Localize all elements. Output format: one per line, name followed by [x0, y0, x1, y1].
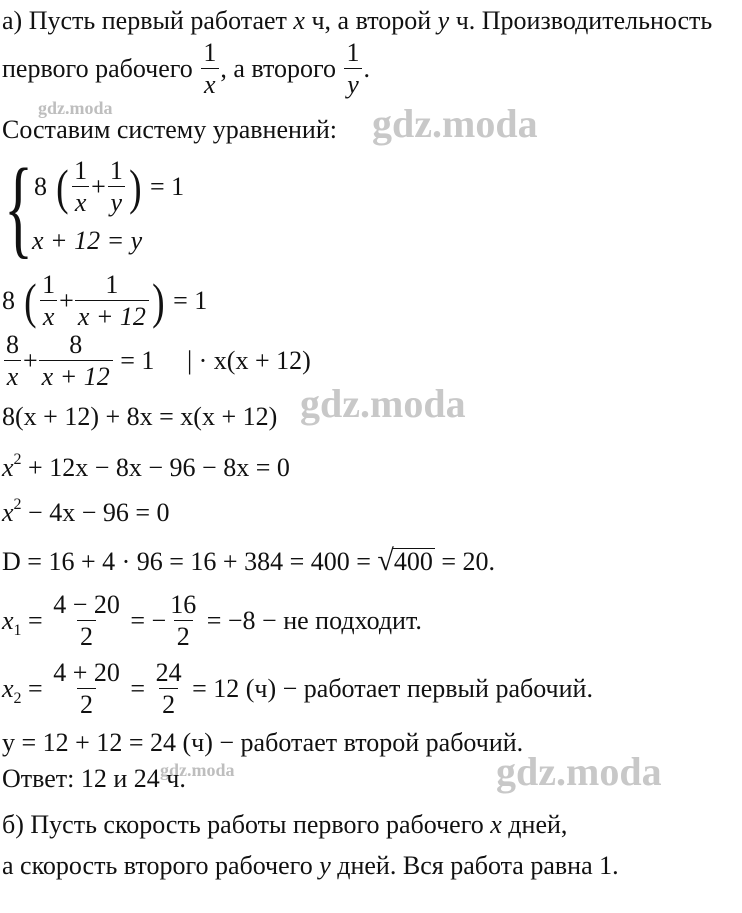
equation-4 — [2, 452, 290, 481]
numerator: 1 — [105, 270, 119, 299]
watermark-large: gdz.moda — [372, 101, 538, 146]
numerator: 8 — [69, 330, 83, 359]
text: + 12x − 8x − 96 − 8x = 0 — [28, 453, 290, 482]
radicand: 400 — [393, 547, 433, 576]
equals: = — [28, 606, 43, 635]
var-y: y — [319, 851, 331, 880]
denominator: x — [72, 186, 90, 216]
brace-icon: { — [4, 146, 34, 268]
system-intro: Составим систему уравнений: — [2, 115, 337, 144]
fraction — [50, 660, 123, 718]
text: = − — [130, 606, 167, 635]
paren-open-icon: ( — [23, 273, 37, 329]
root-2-line — [2, 660, 593, 718]
text: дней, — [508, 810, 568, 839]
numerator: 24 — [155, 658, 182, 687]
denominator: x + 12 — [75, 300, 149, 330]
text: , а второго — [220, 54, 337, 83]
answer-line: Ответ: 12 и 24 ч. — [2, 764, 186, 793]
plus: + — [23, 346, 38, 375]
plus: + — [59, 286, 74, 315]
fraction — [39, 332, 113, 390]
equation-system — [2, 146, 302, 268]
denominator: 2 — [77, 620, 96, 650]
numerator: 1 — [42, 270, 56, 299]
fraction-1-over-y — [344, 40, 363, 98]
fraction — [75, 272, 149, 330]
paren-close-icon: ) — [152, 273, 165, 329]
numerator: 4 + 20 — [53, 658, 120, 687]
coef: 8 — [2, 286, 15, 315]
denominator: y — [344, 68, 362, 98]
denominator: x — [40, 300, 58, 330]
fraction-1-over-x — [200, 40, 219, 98]
watermark-large: gdz.moda — [300, 381, 466, 426]
watermark-small: gdz.moda — [38, 98, 113, 118]
text: первого рабочего — [2, 54, 193, 83]
fraction — [107, 158, 126, 216]
exponent: 2 — [13, 496, 22, 513]
numerator: 16 — [170, 590, 197, 619]
watermark-large: gdz.moda — [496, 749, 662, 794]
denominator: x — [201, 68, 219, 98]
text: = 12 (ч) − работает первый рабочий. — [192, 674, 593, 703]
text: ч. Производительность — [455, 6, 713, 35]
equation-1 — [2, 272, 207, 330]
equation-5 — [2, 497, 170, 526]
text: ч, а второй — [311, 6, 432, 35]
root-1-line — [2, 592, 422, 650]
text: . — [363, 54, 371, 83]
numerator: 1 — [346, 38, 360, 67]
part-a-intro-line — [2, 8, 712, 34]
fraction — [167, 592, 199, 650]
text: б) Пусть скорость работы первого рабочего — [2, 810, 484, 839]
text: − 4x − 96 = 0 — [28, 498, 170, 527]
fraction — [50, 592, 123, 650]
denominator: y — [108, 186, 126, 216]
equals: = — [130, 674, 146, 703]
var-x: x — [293, 6, 305, 35]
part-b-line-2 — [2, 853, 619, 879]
var-y: y — [437, 6, 450, 35]
var-x: x — [490, 810, 502, 839]
denominator: x — [4, 360, 22, 390]
numerator: 1 — [74, 156, 88, 185]
part-b-line-1 — [2, 812, 567, 838]
denominator: x + 12 — [39, 360, 113, 390]
numerator: 4 − 20 — [53, 590, 120, 619]
subscript: 1 — [13, 621, 22, 639]
productivity-line — [2, 40, 370, 98]
text: а) Пусть первый работает — [2, 6, 287, 35]
text: = 20. — [441, 547, 496, 576]
numerator: 8 — [6, 330, 19, 359]
rhs: = 1 — [120, 346, 155, 375]
watermark-small: gdz.moda — [160, 760, 235, 780]
fraction — [3, 332, 22, 390]
numerator: 1 — [109, 156, 123, 185]
rhs: = 1 — [149, 172, 185, 201]
paren-close-icon: ) — [128, 159, 142, 215]
var-x: x — [2, 453, 14, 482]
paren-open-icon: ( — [55, 159, 69, 215]
denominator: 2 — [77, 688, 96, 718]
sqrt-icon: √ — [377, 544, 394, 577]
fraction — [39, 272, 58, 330]
exponent: 2 — [13, 451, 22, 468]
equation-3: 8(x + 12) + 8x = x(x + 12) — [2, 402, 278, 431]
system-eq-1 — [34, 158, 184, 216]
discriminant-line — [2, 546, 495, 576]
var-x: x — [2, 498, 14, 527]
var-x: x — [2, 674, 14, 703]
text: = −8 − не подходит. — [206, 606, 422, 635]
denominator: 2 — [174, 620, 193, 650]
equation-2 — [2, 332, 311, 390]
var-x: x — [2, 606, 14, 635]
fraction — [71, 158, 90, 216]
fraction — [153, 660, 185, 718]
system-eq-2: x + 12 = y — [32, 226, 143, 255]
denominator: 2 — [159, 688, 178, 718]
coef: 8 — [34, 172, 47, 201]
text: D = 16 + 4 · 96 = 16 + 384 = 400 = — [2, 547, 371, 576]
multiplier-note: | · x(x + 12) — [186, 346, 311, 375]
text: а скорость второго рабочего — [2, 851, 313, 880]
equals: = — [28, 674, 43, 703]
plus: + — [91, 172, 106, 201]
text: дней. Вся работа равна 1. — [337, 851, 619, 880]
rhs: = 1 — [173, 286, 208, 315]
y-result-line: y = 12 + 12 = 24 (ч) − работает второй рабочий. — [2, 728, 524, 757]
numerator: 1 — [203, 38, 217, 67]
subscript: 2 — [13, 689, 22, 707]
